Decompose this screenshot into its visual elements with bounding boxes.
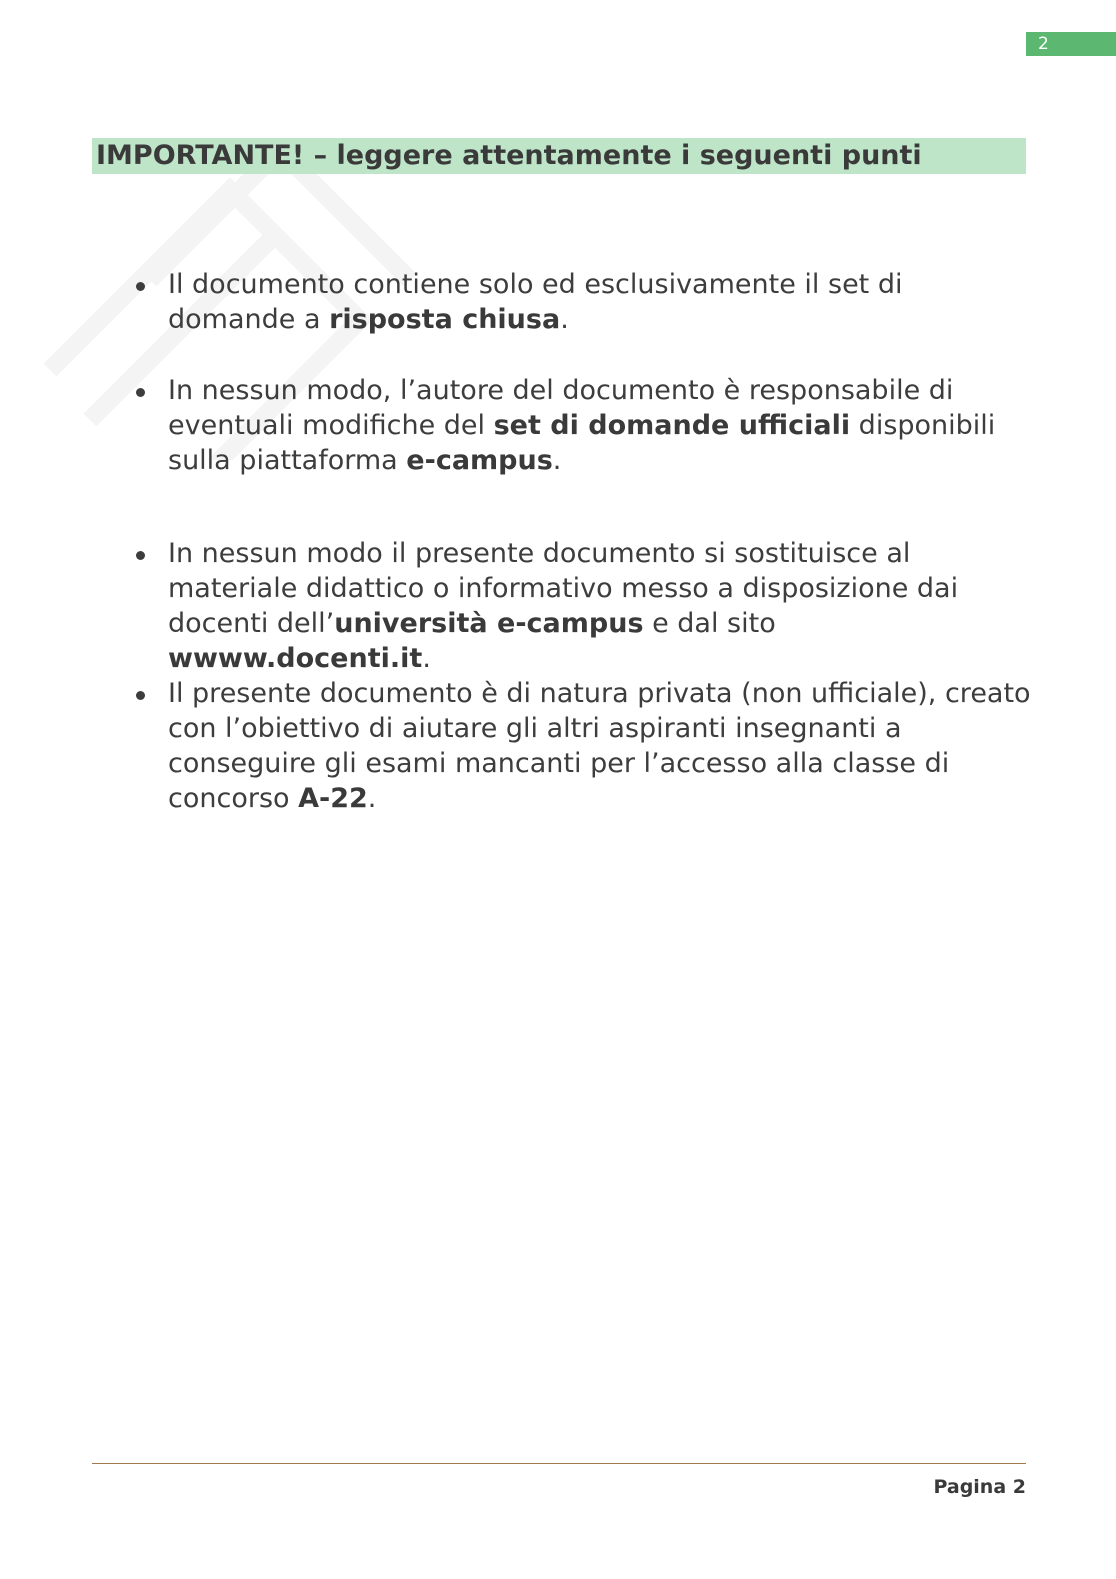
emphasis: set di domande ufficiali: [493, 410, 851, 441]
bullet-icon: [136, 282, 145, 291]
page-number-badge: 2: [1026, 32, 1116, 56]
important-banner: IMPORTANTE! – leggere attentamente i seguenti punti: [92, 138, 1026, 174]
footer-divider: [92, 1463, 1026, 1464]
emphasis: e-campus: [406, 445, 553, 476]
bullet-icon: [136, 551, 145, 560]
website-link: wwww.docenti.it: [168, 643, 423, 674]
emphasis: risposta chiusa: [329, 304, 561, 335]
list-item: Il presente documento è di natura privata (non ufficiale), creato con l’obiettivo di aiutare gli altri aspiranti insegnanti a conseguire gli esami mancanti per l’accesso alla classe di concorso A-22.: [168, 676, 1038, 816]
list-item: In nessun modo, l’autore del documento è responsabile di eventuali modifiche del set di domande ufficiali disponibili sulla piattaforma e-campus.: [168, 373, 1038, 478]
list-item: In nessun modo il presente documento si sostituisce al materiale didattico o informativo messo a disposizione dai docenti dell’università e-campus e dal sito wwww.docenti.it.: [168, 536, 1038, 676]
bullet-icon: [136, 388, 145, 397]
emphasis: università e-campus: [334, 608, 644, 639]
bullet-icon: [136, 691, 145, 700]
emphasis: A-22: [298, 783, 368, 814]
footer-page-label: Pagina 2: [933, 1476, 1026, 1498]
list-item: Il documento contiene solo ed esclusivamente il set di domande a risposta chiusa.: [168, 267, 1038, 337]
